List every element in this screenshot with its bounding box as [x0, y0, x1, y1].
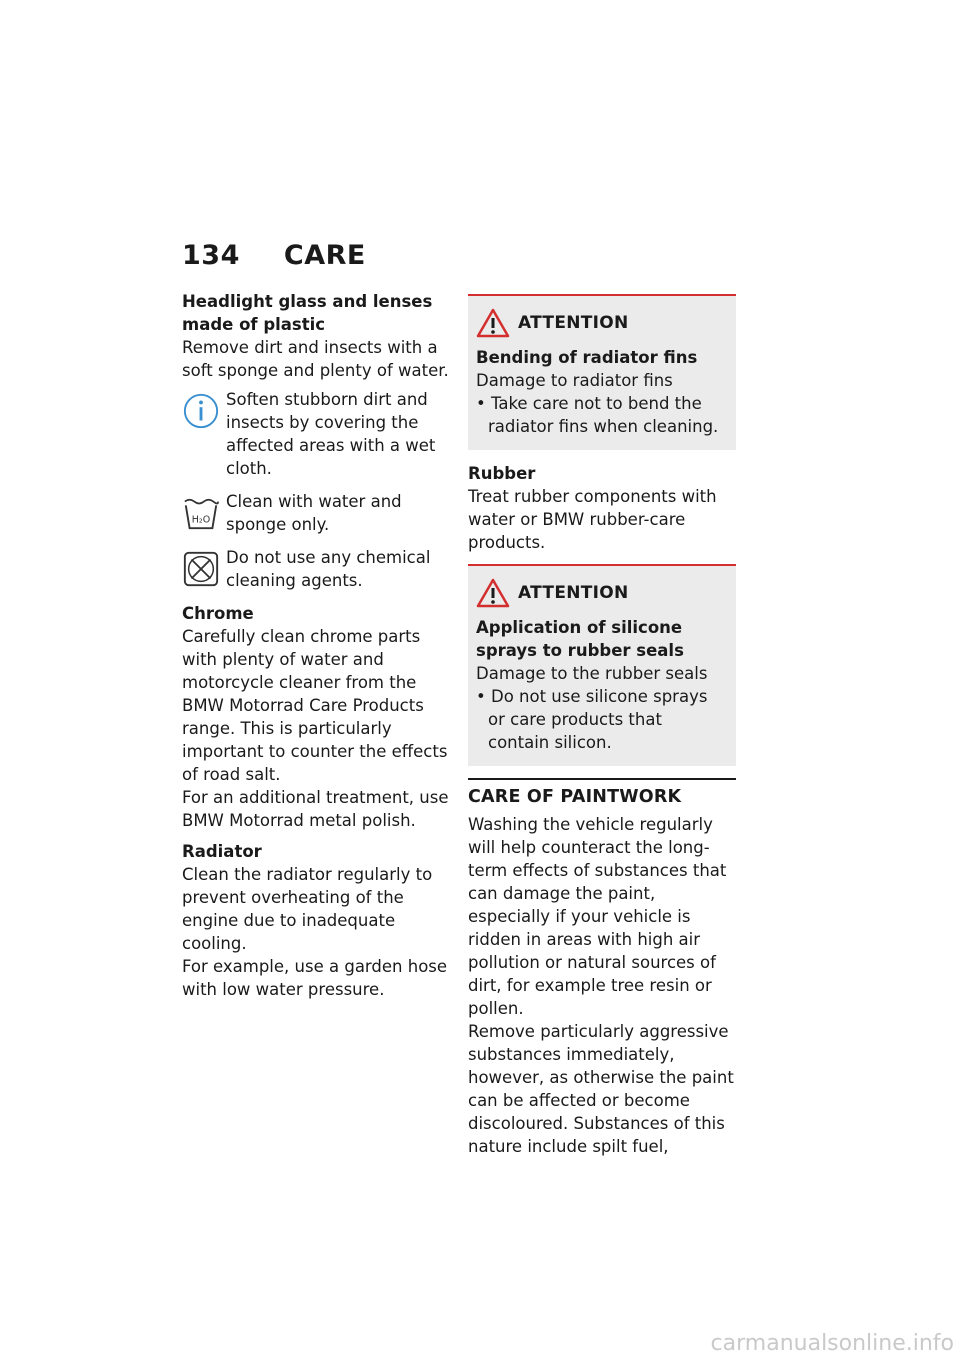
attention-header — [476, 308, 728, 338]
radiator-title: Radiator — [182, 842, 262, 861]
svg-text:H₂O: H₂O — [191, 514, 211, 526]
attention-box-silicone — [468, 564, 736, 766]
page-number: 134 — [182, 240, 240, 271]
warning-triangle-icon — [476, 578, 510, 608]
attention-header — [476, 578, 728, 608]
no-chemical-note-text: Do not use any chemical cleaning agents. — [226, 548, 431, 590]
paintwork-body-2: Remove particularly aggressive substances immediately, however, as otherwise the paint can be affected or become discoloured. Substances of this nature include spilt fuel, — [468, 1022, 734, 1156]
right-column — [468, 294, 736, 1158]
attention-desc: Damage to the rubber seals — [476, 664, 708, 683]
attention-title: Application of silicone sprays to rubber seals — [476, 618, 684, 660]
left-column — [182, 290, 452, 1001]
headlight-title-2: made of plastic — [182, 315, 326, 334]
attention-title: Bending of radiator fins — [476, 348, 698, 367]
attention-label: ATTENTION — [518, 312, 629, 333]
headlight-title-1: Headlight glass and lenses — [182, 292, 433, 311]
no-chemical-note — [182, 546, 452, 592]
warning-triangle-icon — [476, 308, 510, 338]
chrome-body: Carefully clean chrome parts with plenty of water and motorcycle cleaner from the BMW Motorrad Care Products range. This is particularly important to counter the effects of road salt. — [182, 627, 448, 784]
attention-bullet-text: Take care not to bend the radiator fins when cleaning. — [488, 394, 719, 436]
rubber-body: Treat rubber components with water or BMW rubber-care products. — [468, 487, 717, 552]
no-chemical-icon — [182, 550, 220, 588]
headlight-body: Remove dirt and insects with a soft sponge and plenty of water. — [182, 338, 449, 380]
chrome-body-2: For an additional treatment, use BMW Motorrad metal polish. — [182, 788, 449, 830]
radiator-body: Clean the radiator regularly to prevent overheating of the engine due to inadequate cooling. — [182, 865, 433, 953]
attention-bullet: • Take care not to bend the radiator fins when cleaning. — [476, 394, 719, 436]
info-note — [182, 388, 452, 480]
page-header — [182, 240, 366, 271]
water-note — [182, 490, 452, 536]
rubber-title: Rubber — [468, 464, 536, 483]
attention-desc: Damage to radiator fins — [476, 371, 673, 390]
water-note-text: Clean with water and sponge only. — [226, 492, 402, 534]
radiator-body-2: For example, use a garden hose with low water pressure. — [182, 957, 448, 999]
h2o-wash-icon — [182, 494, 220, 532]
attention-bullet-text: Do not use silicone sprays or care products that contain silicon. — [488, 687, 708, 752]
info-icon — [182, 392, 220, 430]
paintwork-section-title: CARE OF PAINTWORK — [468, 778, 736, 809]
paintwork-body: Washing the vehicle regularly will help counteract the long-term effects of substances that can damage the paint, especially if your vehicle is ridden in areas with high air pollution or natural sources of dirt, for example tree resin or pollen. — [468, 815, 727, 1018]
chrome-title: Chrome — [182, 604, 254, 623]
attention-box-radiator — [468, 294, 736, 450]
watermark: carmanualsonline.info — [710, 1331, 954, 1356]
attention-label: ATTENTION — [518, 582, 629, 603]
info-note-text: Soften stubborn dirt and insects by covering the affected areas with a wet cloth. — [226, 390, 436, 478]
attention-bullet: • Do not use silicone sprays or care products that contain silicon. — [476, 687, 708, 752]
chapter-title: CARE — [283, 240, 366, 271]
